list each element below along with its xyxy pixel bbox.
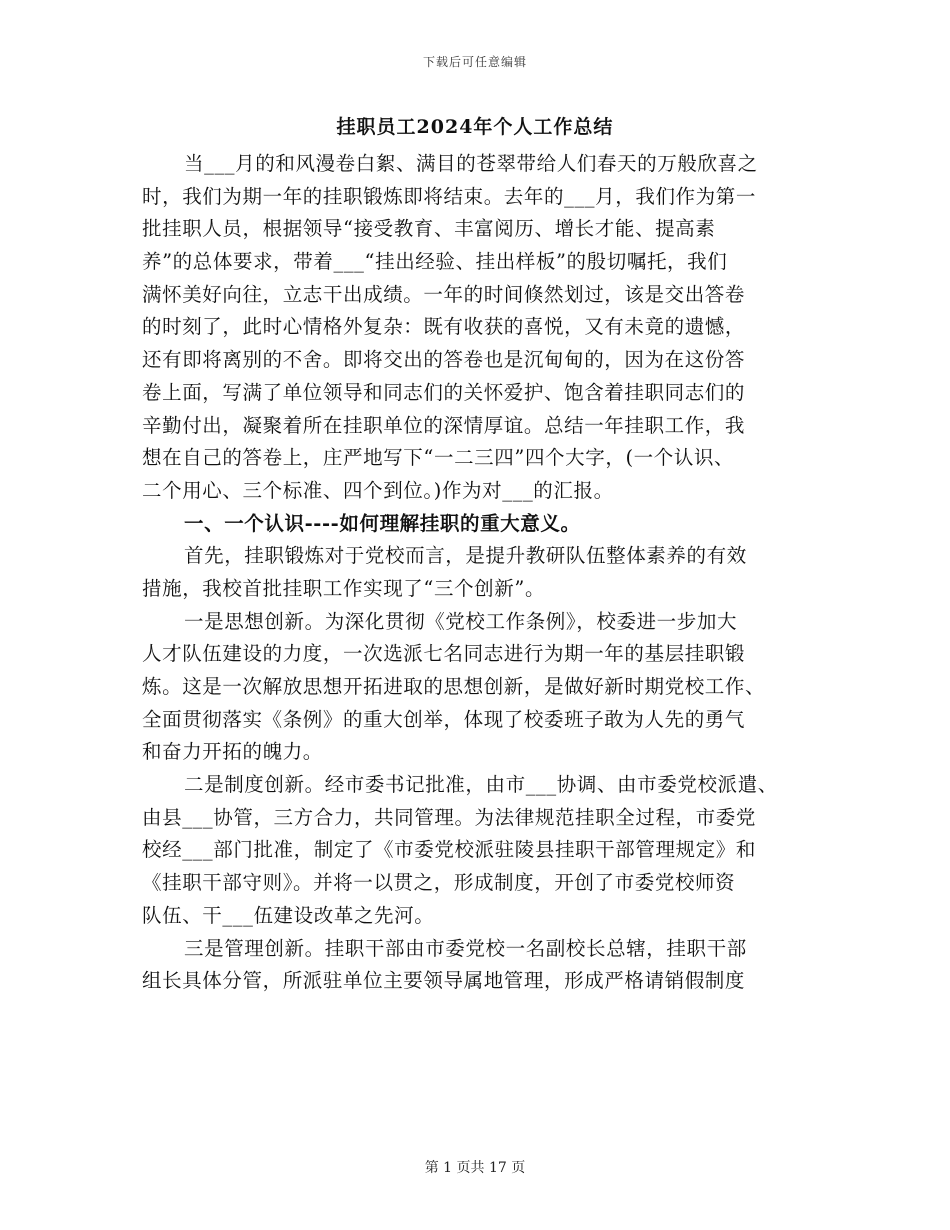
section-heading: 一、一个认识----如何理解挂职的重大意义。 — [184, 511, 581, 535]
body-line: 的时刻了，此时心情格外复杂：既有收获的喜悦，又有未竟的遗憾， — [142, 315, 746, 339]
body-line: 队伍、干___伍建设改革之先河。 — [142, 903, 435, 927]
body-line: 和奋力开拓的魄力。 — [142, 740, 323, 764]
body-line: 批挂职人员，根据领导“接受教育、丰富阅历、增长才能、提高素 — [142, 217, 716, 241]
body-line: 首先，挂职锻炼对于党校而言，是提升教研队伍整体素养的有效 — [184, 544, 747, 568]
body-line: 措施，我校首批挂职工作实现了“三个创新”。 — [142, 576, 546, 600]
body-line: 全面贯彻落实《条例》的重大创举，体现了校委班子敢为人先的勇气 — [142, 707, 746, 731]
document-body — [142, 148, 810, 998]
body-line: 满怀美好向往，立志干出成绩。一年的时间倏然划过，该是交出答卷 — [142, 282, 746, 306]
body-line: 一是思想创新。为深化贯彻《党校工作条例》，校委进一步加大 — [184, 609, 738, 633]
body-line: 人才队伍建设的力度，一次选派七名同志进行为期一年的基层挂职锻 — [142, 642, 746, 666]
body-line: 时，我们为期一年的挂职锻炼即将结束。去年的___月，我们作为第一 — [142, 184, 756, 208]
body-line: 由县___协管，三方合力，共同管理。为法律规范挂职全过程，市委党 — [142, 805, 756, 829]
body-line: 校经___部门批准，制定了《市委党校派驻陵县挂职干部管理规定》和 — [142, 838, 756, 862]
body-line: 养”的总体要求，带着___“挂出经验、挂出样板”的殷切嘱托，我们 — [142, 250, 728, 274]
body-line: 二是制度创新。经市委书记批准，由市___协调、由市委党校派遣、 — [184, 773, 778, 797]
body-line: 还有即将离别的不舍。即将交出的答卷也是沉甸甸的，因为在这份答 — [142, 348, 746, 372]
document-title: 挂职员工2024年个人工作总结 — [336, 116, 614, 138]
body-line: 二个用心、三个标准、四个到位。)作为对___的汇报。 — [142, 478, 614, 502]
body-line: 《挂职干部守则》。并将一以贯之，形成制度，开创了市委党校师资 — [142, 871, 736, 895]
body-line: 三是管理创新。挂职干部由市委党校一名副校长总辖，挂职干部 — [184, 936, 747, 960]
body-line: 组长具体分管，所派驻单位主要领导属地管理，形成严格请销假制度 — [142, 969, 746, 993]
body-line: 想在自己的答卷上，庄严地写下“一二三四”四个大字，(一个认识、 — [142, 446, 735, 470]
body-line: 炼。这是一次解放思想开拓进取的思想创新，是做好新时期党校工作、 — [142, 675, 766, 698]
body-line: 辛勤付出，凝聚着所在挂职单位的深情厚谊。总结一年挂职工作，我 — [142, 413, 746, 437]
body-line: 当___月的和风漫卷白絮、满目的苍翠带给人们春天的万般欣喜之 — [184, 152, 758, 175]
page-footer: 第 1 页共 17 页 — [424, 1160, 526, 1176]
body-line: 卷上面，写满了单位领导和同志们的关怀爱护、饱含着挂职同志们的 — [142, 380, 746, 404]
header-note: 下载后可任意编辑 — [422, 55, 527, 69]
